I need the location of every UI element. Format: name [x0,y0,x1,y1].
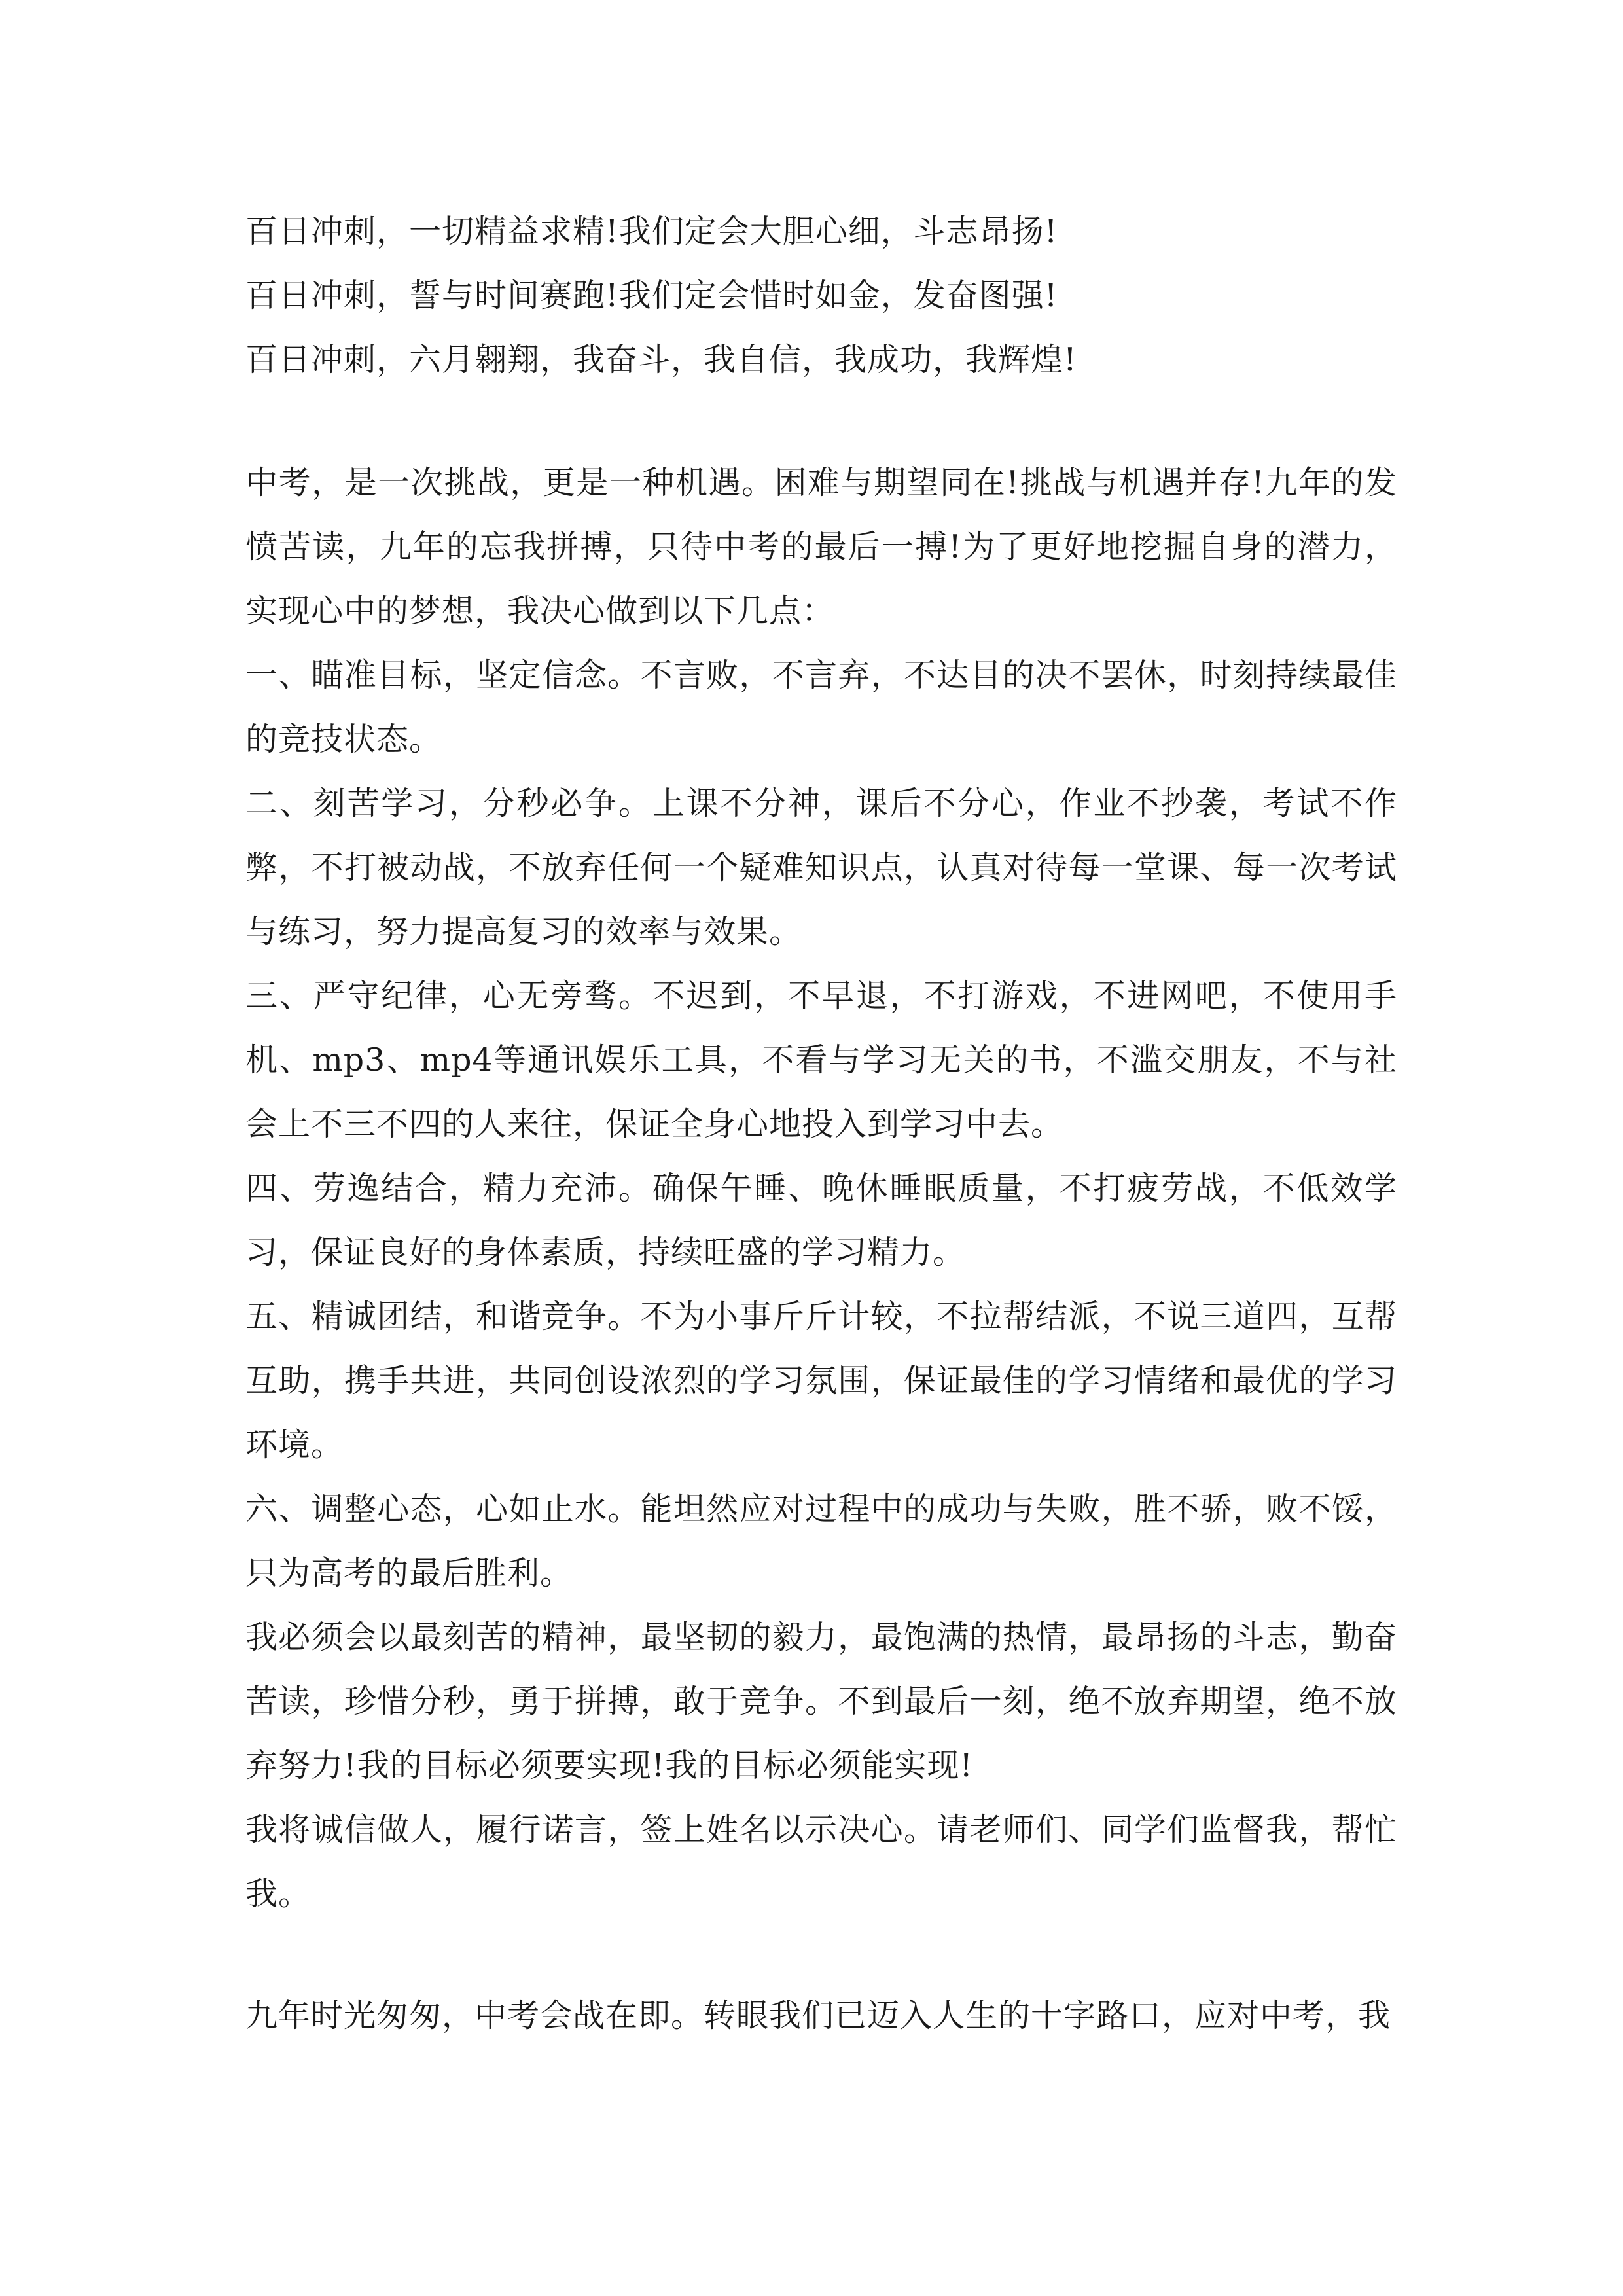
pledge-point: 一、瞄准目标，坚定信念。不言败，不言弃，不达目的决不罢休，时刻持续最佳的竞技状态。 [245,656,1397,758]
pledge-resolve: 我必须会以最刻苦的精神，最坚韧的毅力，最饱满的热情，最昂扬的斗志，勤奋苦读，珍惜分秒，勇于拼搏，敢于竞争。不到最后一刻，绝不放弃期望，绝不放弃努力!我的目标必须要实现!我的目标必须能实现! [245,1619,1397,1784]
slogan-line: 百日冲刺，一切精益求精!我们定会大胆心细，斗志昂扬! [245,213,1058,250]
pledge-section [245,451,1397,1926]
slogan-line: 百日冲刺，誓与时间赛跑!我们定会惜时如金，发奋图强! [245,277,1058,314]
pledge-point: 四、劳逸结合，精力充沛。确保午睡、晚休睡眠质量，不打疲劳战，不低效学习，保证良好的身体素质，持续旺盛的学习精力。 [245,1170,1397,1271]
slogan-line: 百日冲刺，六月翱翔，我奋斗，我自信，我成功，我辉煌! [245,341,1077,378]
pledge-point: 五、精诚团结，和谐竞争。不为小事斤斤计较，不拉帮结派，不说三道四，互帮互助，携手共进，共同创设浓烈的学习氛围，保证最佳的学习情绪和最优的学习环境。 [245,1298,1397,1463]
pledge-point: 六、调整心态，心如止水。能坦然应对过程中的成功与失败，胜不骄，败不馁，只为高考的最后胜利。 [245,1490,1397,1592]
next-section [245,1984,1397,2048]
pledge-point: 三、严守纪律，心无旁骛。不迟到，不早退，不打游戏，不进网吧，不使用手机、mp3、mp4等通讯娱乐工具，不看与学习无关的书，不滥交朋友，不与社会上不三不四的人来往，保证全身心地投入到学习中去。 [245,977,1397,1143]
next-section-first-line: 九年时光匆匆，中考会战在即。转眼我们已迈入人生的十字路口，应对中考，我 [245,1997,1391,2034]
slogan-block [245,200,1397,392]
pledge-point: 二、刻苦学习，分秒必争。上课不分神，课后不分心，作业不抄袭，考试不作弊，不打被动战，不放弃任何一个疑难知识点，认真对待每一堂课、每一次考试与练习，努力提高复习的效率与效果。 [245,785,1397,950]
pledge-closing: 我将诚信做人，履行诺言，签上姓名以示决心。请老师们、同学们监督我，帮忙我。 [245,1811,1397,1912]
pledge-intro: 中考，是一次挑战，更是一种机遇。困难与期望同在!挑战与机遇并存!九年的发愤苦读，九年的忘我拼搏，只待中考的最后一搏!为了更好地挖掘自身的潜力，实现心中的梦想，我决心做到以下几点： [245,464,1397,630]
